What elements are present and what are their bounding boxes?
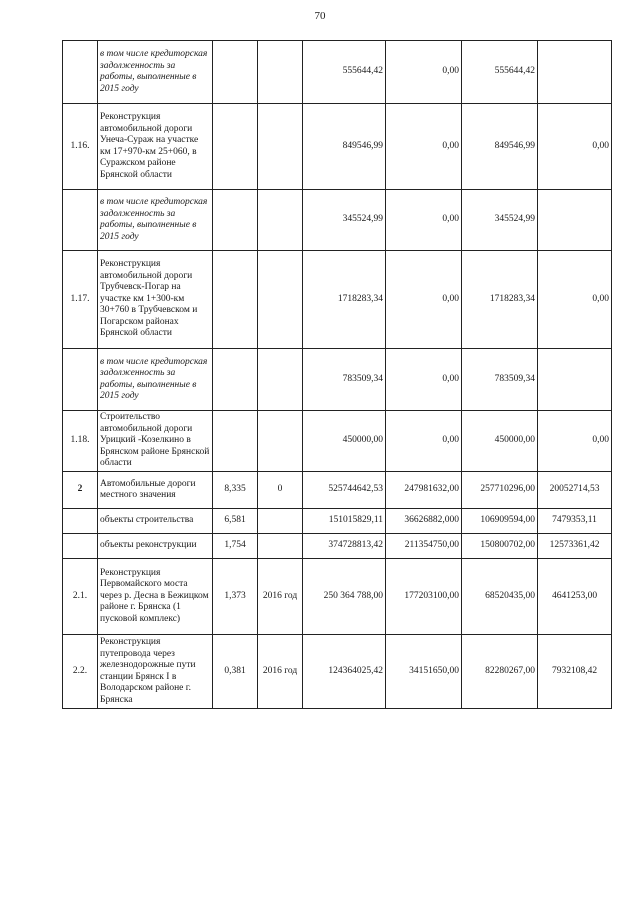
row-name-cell: Реконструкция путепровода через железнодорожные пути станции Брянск I в Володарском районе г. Брянска <box>98 635 213 709</box>
row-length-cell <box>213 104 258 190</box>
row-total-cell: 450000,00 <box>303 411 386 472</box>
row-amount3-cell: 7479353,11 <box>538 509 612 534</box>
row-total-cell: 124364025,42 <box>303 635 386 709</box>
row-length-cell <box>213 251 258 349</box>
row-name-cell: объекты строительства <box>98 509 213 534</box>
row-amount2-cell: 450000,00 <box>462 411 538 472</box>
row-total-cell: 555644,42 <box>303 41 386 104</box>
table-row <box>63 534 612 559</box>
row-number-cell <box>63 534 98 559</box>
row-amount3-cell: 0,00 <box>538 104 612 190</box>
row-amount3-cell: 20052714,53 <box>538 472 612 509</box>
row-length-cell: 0,381 <box>213 635 258 709</box>
row-year-cell <box>258 349 303 411</box>
row-amount1-cell: 0,00 <box>386 411 462 472</box>
row-name-cell: в том числе кредиторская задолженность за работы, выполненные в 2015 году <box>98 349 213 411</box>
row-number-cell: 2.1. <box>63 559 98 635</box>
row-number-cell <box>63 509 98 534</box>
row-name-cell: Реконструкция автомобильной дороги Унеча-Сураж на участке км 17+970-км 25+060, в Суражском районе Брянской области <box>98 104 213 190</box>
row-length-cell: 8,335 <box>213 472 258 509</box>
table-row <box>63 104 612 190</box>
row-amount3-cell: 0,00 <box>538 411 612 472</box>
row-amount1-cell: 34151650,00 <box>386 635 462 709</box>
row-name-cell: Реконструкция автомобильной дороги Трубчевск-Погар на участке км 1+300-км 30+760 в Трубчевском и Погарском районах Брянской области <box>98 251 213 349</box>
page-number: 70 <box>314 10 326 22</box>
row-amount3-cell: 4641253,00 <box>538 559 612 635</box>
row-number-cell <box>63 41 98 104</box>
row-number-cell: 1.16. <box>63 104 98 190</box>
row-total-cell: 151015829,11 <box>303 509 386 534</box>
row-name-cell: в том числе кредиторская задолженность за работы, выполненные в 2015 году <box>98 190 213 251</box>
row-year-cell <box>258 509 303 534</box>
row-year-cell <box>258 411 303 472</box>
row-length-cell: 1,754 <box>213 534 258 559</box>
table-row <box>63 41 612 104</box>
row-amount1-cell: 247981632,00 <box>386 472 462 509</box>
row-length-cell <box>213 190 258 251</box>
row-amount1-cell: 211354750,00 <box>386 534 462 559</box>
row-amount2-cell: 150800702,00 <box>462 534 538 559</box>
row-year-cell <box>258 534 303 559</box>
row-year-cell <box>258 41 303 104</box>
row-length-cell: 1,373 <box>213 559 258 635</box>
row-total-cell: 525744642,53 <box>303 472 386 509</box>
row-year-cell: 2016 год <box>258 635 303 709</box>
budget-table <box>62 40 612 709</box>
row-amount1-cell: 177203100,00 <box>386 559 462 635</box>
row-length-cell: 6,581 <box>213 509 258 534</box>
table-row <box>63 559 612 635</box>
row-total-cell: 849546,99 <box>303 104 386 190</box>
row-year-cell <box>258 251 303 349</box>
row-amount2-cell: 783509,34 <box>462 349 538 411</box>
row-name-cell: Реконструкция Первомайского моста через р. Десна в Бежицком районе г. Брянска (1 пусковой комплекс) <box>98 559 213 635</box>
row-amount2-cell: 1718283,34 <box>462 251 538 349</box>
row-amount2-cell: 257710296,00 <box>462 472 538 509</box>
row-length-cell <box>213 41 258 104</box>
row-name-cell: в том числе кредиторская задолженность за работы, выполненные в 2015 году <box>98 41 213 104</box>
row-number-cell: 2.2. <box>63 635 98 709</box>
row-amount3-cell <box>538 349 612 411</box>
row-amount1-cell: 36626882,000 <box>386 509 462 534</box>
row-amount3-cell <box>538 41 612 104</box>
table-row <box>63 411 612 472</box>
row-year-cell <box>258 104 303 190</box>
row-number-cell: 1.17. <box>63 251 98 349</box>
row-amount3-cell <box>538 190 612 251</box>
row-name-cell: Строительство автомобильной дороги Урицкий -Козелкино в Брянском районе Брянской области <box>98 411 213 472</box>
row-total-cell: 345524,99 <box>303 190 386 251</box>
table-row <box>63 635 612 709</box>
row-amount1-cell: 0,00 <box>386 104 462 190</box>
table-row <box>63 472 612 509</box>
row-total-cell: 250 364 788,00 <box>303 559 386 635</box>
row-amount2-cell: 106909594,00 <box>462 509 538 534</box>
row-amount1-cell: 0,00 <box>386 41 462 104</box>
row-total-cell: 1718283,34 <box>303 251 386 349</box>
row-amount1-cell: 0,00 <box>386 190 462 251</box>
row-amount1-cell: 0,00 <box>386 349 462 411</box>
row-number-cell <box>63 349 98 411</box>
row-year-cell <box>258 190 303 251</box>
row-amount2-cell: 345524,99 <box>462 190 538 251</box>
row-amount2-cell: 68520435,00 <box>462 559 538 635</box>
table-row <box>63 190 612 251</box>
row-name-cell: объекты реконструкции <box>98 534 213 559</box>
row-amount2-cell: 82280267,00 <box>462 635 538 709</box>
table-row <box>63 349 612 411</box>
row-total-cell: 783509,34 <box>303 349 386 411</box>
row-amount2-cell: 849546,99 <box>462 104 538 190</box>
table-row <box>63 509 612 534</box>
row-name-cell: Автомобильные дороги местного значения <box>98 472 213 509</box>
table-row <box>63 251 612 349</box>
row-number-cell <box>63 190 98 251</box>
row-amount3-cell: 0,00 <box>538 251 612 349</box>
row-number-cell: 2 <box>63 472 98 509</box>
row-amount1-cell: 0,00 <box>386 251 462 349</box>
row-amount3-cell: 7932108,42 <box>538 635 612 709</box>
row-total-cell: 374728813,42 <box>303 534 386 559</box>
row-length-cell <box>213 349 258 411</box>
row-year-cell: 2016 год <box>258 559 303 635</box>
row-year-cell: 0 <box>258 472 303 509</box>
row-length-cell <box>213 411 258 472</box>
row-number-cell: 1.18. <box>63 411 98 472</box>
row-amount2-cell: 555644,42 <box>462 41 538 104</box>
row-amount3-cell: 12573361,42 <box>538 534 612 559</box>
